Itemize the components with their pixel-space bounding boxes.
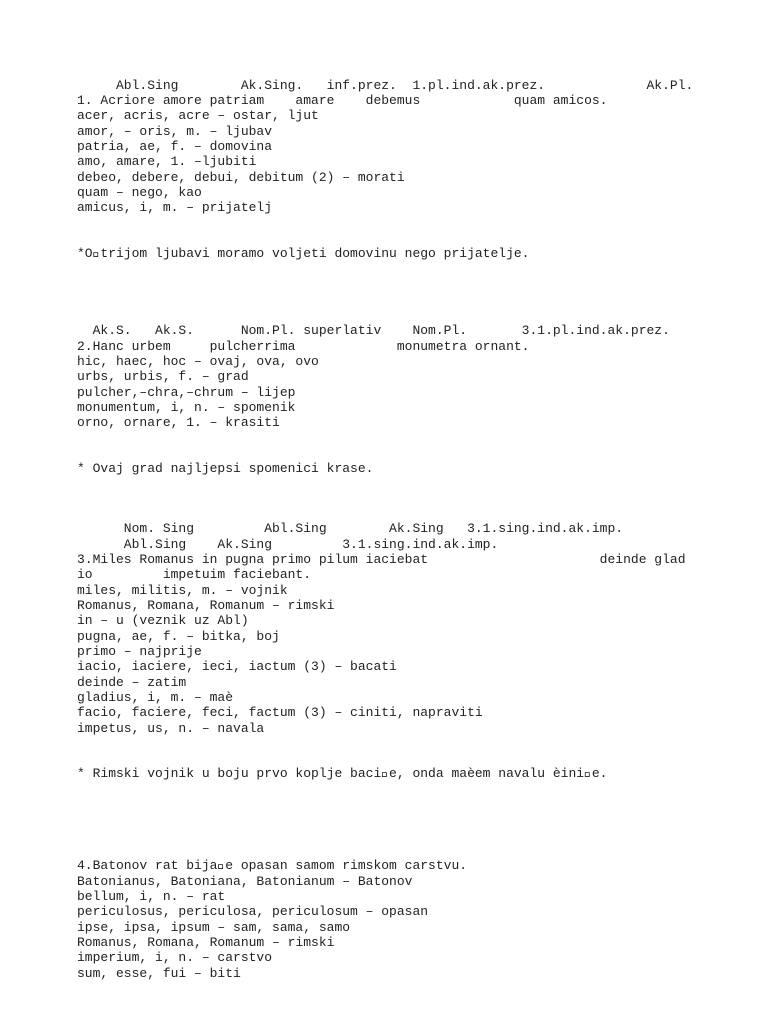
vocab-line: in – u (veznik uz Abl) xyxy=(77,613,249,628)
vocab-line: miles, militis, m. – vojnik xyxy=(77,583,288,598)
exercise-1-sentence: 1. Acriore amore patriam amare debemus quam amicos. xyxy=(77,93,608,108)
vocab-line: debeo, debere, debui, debitum (2) – morati xyxy=(77,170,405,185)
vocab-line: imperium, i, n. – carstvo xyxy=(77,950,273,965)
exercise-3-grammar-labels: Nom. Sing Abl.Sing Ak.Sing 3.1.sing.ind.ak.imp. xyxy=(77,521,624,536)
vocab-line: periculosus, periculosa, periculosum – opasan xyxy=(77,904,429,919)
vocab-line: amicus, i, m. – prijatelj xyxy=(77,200,273,215)
vocab-line: sum, esse, fui – biti xyxy=(77,966,241,981)
vocab-line: Romanus, Romana, Romanum – rimski xyxy=(77,598,335,613)
vocab-line: primo – najprije xyxy=(77,644,202,659)
vocab-line: pugna, ae, f. – bitka, boj xyxy=(77,629,280,644)
exercise-1-grammar-labels: Abl.Sing Ak.Sing. inf.prez. 1.pl.ind.ak.prez. Ak.Pl. xyxy=(77,78,694,93)
vocab-line: amor, – oris, m. – ljubav xyxy=(77,124,273,139)
vocab-line: bellum, i, n. – rat xyxy=(77,889,226,904)
exercise-2-translation: * Ovaj grad najljepsi spomenici krase. xyxy=(77,461,374,476)
vocab-line: amo, amare, 1. –ljubiti xyxy=(77,154,257,169)
vocab-line: orno, ornare, 1. – krasiti xyxy=(77,415,280,430)
vocab-line: deinde – zatim xyxy=(77,675,187,690)
vocab-line: ipse, ipsa, ipsum – sam, sama, samo xyxy=(77,920,351,935)
vocab-line: hic, haec, hoc – ovaj, ova, ovo xyxy=(77,354,319,369)
exercise-1-translation: *O trijom ljubavi moramo voljeti domovinu nego prijatelje. xyxy=(77,246,530,261)
vocab-line: patria, ae, f. – domovina xyxy=(77,139,273,154)
vocab-line: facio, faciere, feci, factum (3) – ciniti, napraviti xyxy=(77,705,483,720)
vocab-line: pulcher,–chra,–chrum – lijep xyxy=(77,385,296,400)
exercise-3-grammar-labels: Abl.Sing Ak.Sing 3.1.sing.ind.ak.imp. xyxy=(77,537,499,552)
vocab-line: acer, acris, acre – ostar, ljut xyxy=(77,108,319,123)
vocab-line: Romanus, Romana, Romanum – rimski xyxy=(77,935,335,950)
exercise-3-translation: * Rimski vojnik u boju prvo koplje baci e, onda maèem navalu èini e. xyxy=(77,766,608,781)
vocab-line: quam – nego, kao xyxy=(77,185,202,200)
exercise-2-sentence: 2.Hanc urbem pulcherrima monumetra ornant. xyxy=(77,339,530,354)
vocab-line: Batonianus, Batoniana, Batonianum – Batonov xyxy=(77,874,413,889)
vocab-line: impetus, us, n. – navala xyxy=(77,721,265,736)
exercise-3-sentence: 3.Miles Romanus in pugna primo pilum iaciebat deinde glad xyxy=(77,552,686,567)
vocab-line: iacio, iaciere, ieci, iactum (3) – bacati xyxy=(77,659,397,674)
exercise-2-grammar-labels: Ak.S. Ak.S. Nom.Pl. superlativ Nom.Pl. 3.1.pl.ind.ak.prez. xyxy=(77,323,670,338)
exercise-4-sentence: 4.Batonov rat bija e opasan samom rimskom carstvu. xyxy=(77,858,468,873)
vocab-line: monumentum, i, n. – spomenik xyxy=(77,400,296,415)
vocab-line: urbs, urbis, f. – grad xyxy=(77,369,249,384)
vocab-line: gladius, i, m. – maè xyxy=(77,690,234,705)
exercise-3-sentence: io impetuim faciebant. xyxy=(77,567,312,582)
